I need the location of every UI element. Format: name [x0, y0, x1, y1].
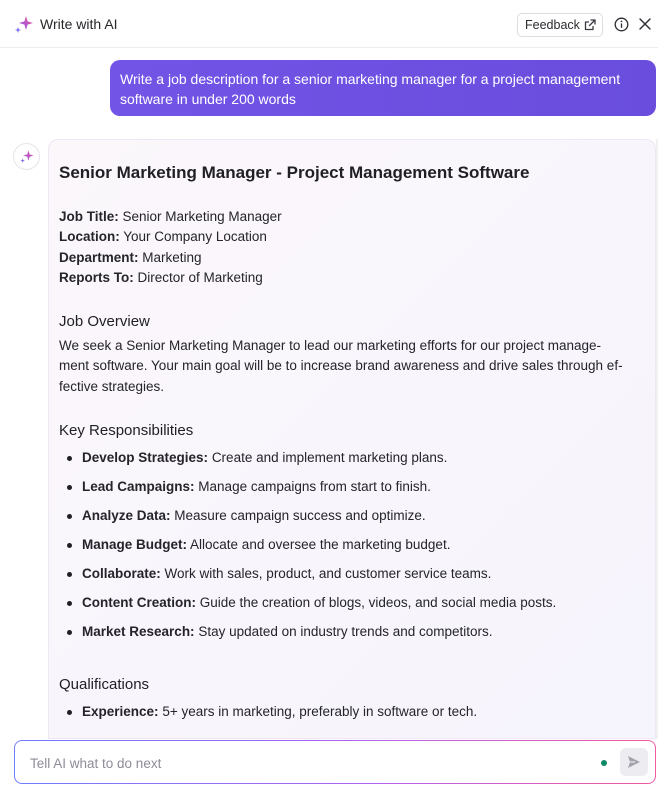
item-text: 5+ years in marketing, preferably in software or tech. [162, 704, 478, 719]
feedback-label: Feedback [525, 18, 580, 32]
item-text: Manage campaigns from start to finish. [198, 479, 431, 494]
info-icon[interactable] [614, 17, 629, 32]
item-label: Content Creation: [82, 595, 196, 610]
list-item [59, 594, 556, 623]
meta-label: Department: [59, 249, 139, 265]
overview-paragraph [59, 336, 649, 397]
meta-label: Reports To: [59, 269, 134, 285]
list-item [59, 478, 556, 507]
list-item [59, 536, 556, 565]
meta-value: Marketing [142, 249, 202, 265]
ai-avatar [13, 143, 40, 170]
item-label: Analyze Data: [82, 508, 171, 523]
meta-row [59, 207, 282, 227]
external-link-icon [583, 18, 597, 32]
item-text: Guide the creation of blogs, videos, and social media posts. [199, 595, 557, 610]
user-message-bubble [110, 60, 656, 116]
sparkle-icon [13, 14, 35, 36]
item-label: Develop Strategies: [82, 450, 209, 465]
send-button[interactable] [620, 748, 648, 776]
list-item [59, 623, 556, 652]
response-title: Senior Marketing Manager - Project Management Software [59, 163, 530, 182]
responsibilities-list [59, 449, 556, 652]
overview-line: We seek a Senior Marketing Manager to lead our marketing efforts for our project manage- [59, 338, 602, 353]
ai-response [48, 139, 656, 739]
send-icon [626, 754, 642, 770]
item-label: Market Research: [82, 624, 195, 639]
meta-row [59, 268, 282, 288]
responsibilities-heading: Key Responsibilities [59, 422, 194, 439]
item-label: Experience: [82, 704, 159, 719]
overview-line: ment software. Your main goal will be to increase brand awareness and drive sales through ef- [59, 358, 623, 374]
prompt-input[interactable] [30, 753, 590, 773]
close-icon[interactable] [638, 17, 652, 31]
list-item [59, 703, 477, 732]
panel-title: Write with AI [40, 16, 118, 32]
item-text: Allocate and oversee the marketing budget. [190, 537, 451, 552]
list-item [59, 449, 556, 478]
feedback-button[interactable] [517, 13, 603, 37]
prompt-composer [14, 740, 656, 784]
list-item [59, 507, 556, 536]
item-label: Collaborate: [82, 566, 161, 581]
item-label: Lead Campaigns: [82, 479, 195, 494]
meta-row [59, 227, 282, 247]
qualifications-heading: Qualifications [59, 676, 150, 693]
meta-label: Location: [59, 229, 120, 245]
qualifications-list [59, 703, 477, 732]
overview-heading: Job Overview [59, 313, 150, 330]
overview-line: fective strategies. [59, 378, 165, 394]
meta-row [59, 248, 282, 268]
user-message-text: Write a job description for a senior marketing manager for a project management software in under 200 words [120, 71, 621, 107]
item-text: Create and implement marketing plans. [211, 450, 448, 465]
meta-value: Your Company Location [123, 229, 267, 245]
meta-value: Senior Marketing Manager [122, 209, 282, 224]
status-indicator [601, 760, 607, 766]
item-text: Measure campaign success and optimize. [174, 508, 426, 523]
meta-value: Director of Marketing [137, 269, 263, 285]
meta-label: Job Title: [59, 209, 119, 224]
panel-header [0, 0, 658, 48]
sparkle-icon [19, 149, 35, 165]
item-text: Work with sales, product, and customer service teams. [164, 566, 492, 581]
item-text: Stay updated on industry trends and competitors. [198, 624, 493, 639]
list-item [59, 565, 556, 594]
item-label: Manage Budget: [82, 537, 188, 552]
job-meta [59, 207, 282, 288]
